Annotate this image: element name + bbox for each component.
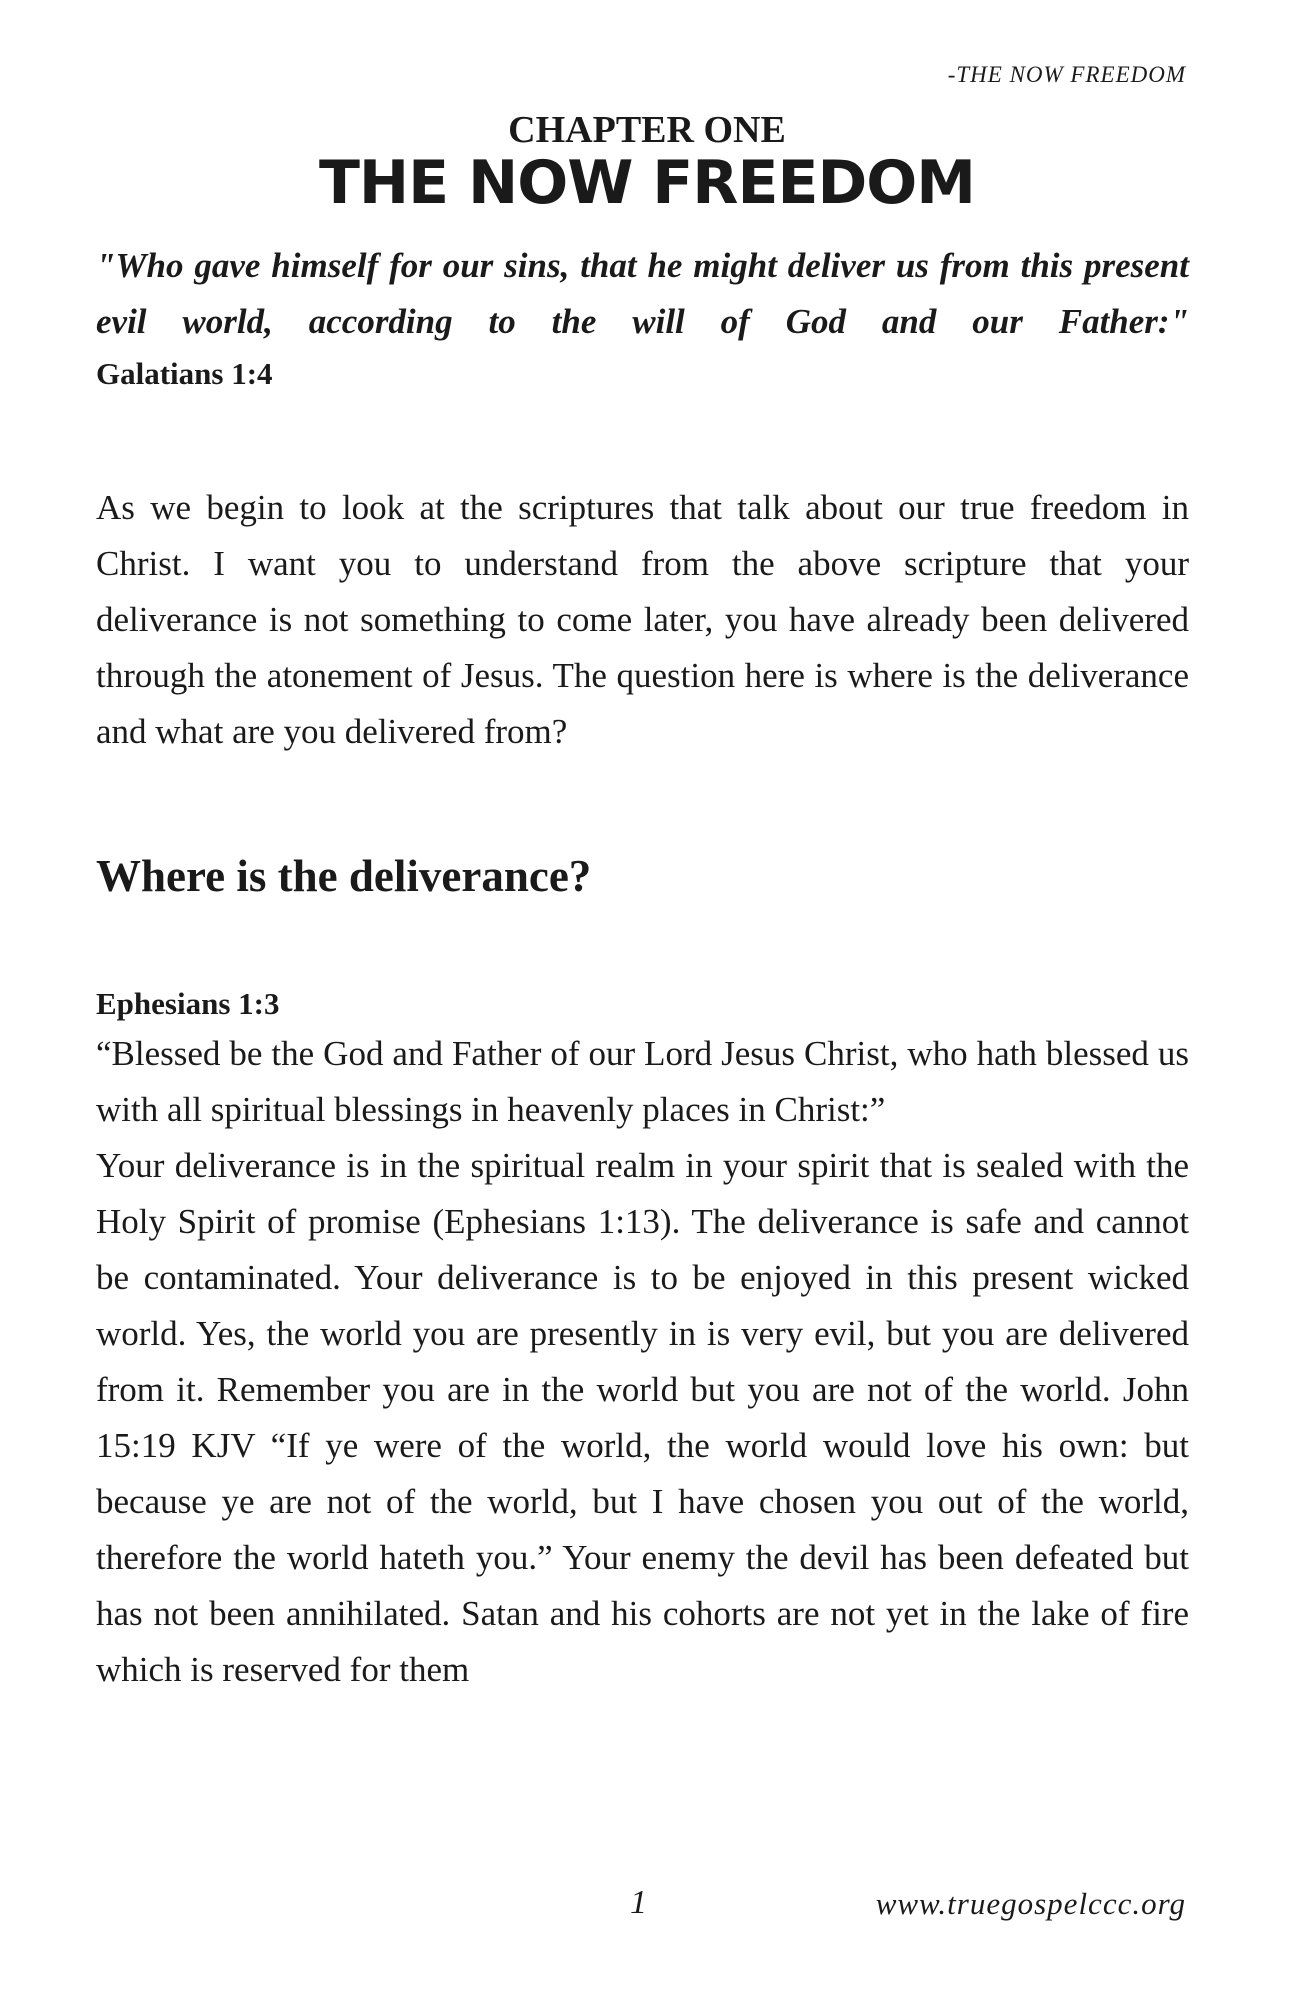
body-paragraph: Your deliverance is in the spiritual realm in your spirit that is sealed with the Holy Spirit of promise (Ephesians 1:13). The deliverance is safe and cannot be contaminated. Your deliverance is to be enjoyed in this present wicked world. Yes, the world you are presently in is very evil, but you are delivered from it. Remember you are in the world but you are not of the world. John 15:19 KJV “If ye were of the world, the world would love his own: but because ye are not of the world, but I have chosen you out of the world, therefore the world hateth you.” Your enemy the devil has been defeated but has not been annihilated. Satan and his cohorts are not yet in the lake of fire which is reserved for them: [96, 1146, 1189, 1689]
running-header: -THE NOW FREEDOM: [947, 62, 1186, 87]
chapter-label: CHAPTER ONE: [508, 109, 786, 151]
website-url: www.truegospelccc.org: [875, 1886, 1186, 1921]
chapter-title: THE NOW FREEDOM: [319, 148, 975, 218]
page-content: [96, 238, 1189, 1698]
section-heading: Where is the deliverance?: [96, 851, 592, 901]
epigraph-quote: "Who gave himself for our sins, that he might deliver us from this present evil world, according to the will of God and our Father:": [96, 246, 1189, 341]
verse-reference: Ephesians 1:3: [96, 986, 280, 1021]
verse-text: “Blessed be the God and Father of our Lord Jesus Christ, who hath blessed us with all spiritual blessings in heavenly places in Christ:”: [96, 1034, 1189, 1129]
intro-paragraph: As we begin to look at the scriptures that talk about our true freedom in Christ. I want you to understand from the above scripture that your deliverance is not something to come later, you have already been delivered through the atonement of Jesus. The question here is where is the deliverance and what are you delivered from?: [96, 488, 1189, 751]
epigraph-reference: Galatians 1:4: [96, 356, 273, 391]
page-number: 1: [630, 1884, 647, 1921]
